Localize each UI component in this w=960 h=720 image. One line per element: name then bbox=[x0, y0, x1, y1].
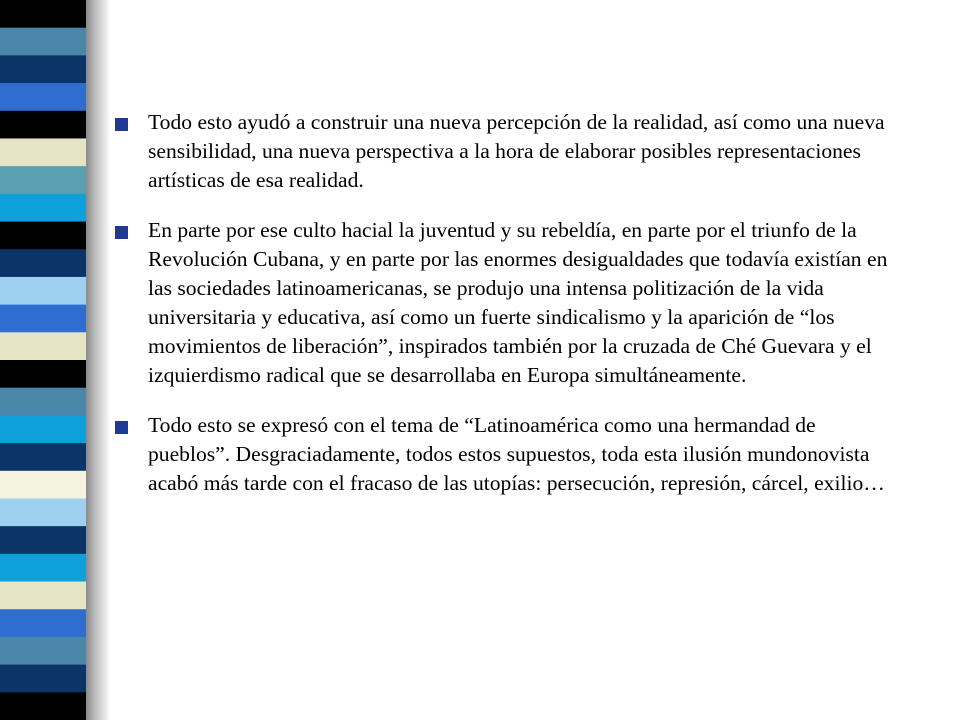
square-bullet-icon bbox=[115, 226, 128, 239]
square-bullet-icon bbox=[115, 421, 128, 434]
stripe-block bbox=[0, 388, 86, 416]
stripe-block bbox=[0, 28, 86, 56]
stripe-block bbox=[0, 692, 86, 720]
bullet-text: En parte por ese culto hacial la juventud y su rebeldía, en parte por el triunfo de la Revolución Cubana, y en parte por las enormes desigualdades que todavía existían en las sociedades latinoamericanas, se produjo una intensa politización de la vida universitaria y educativa, así como un fuerte sindicalismo y la aparición de “los movimientos de liberación”, inspirados también por la cruzada de Ché Guevara y el izquierdismo radical que se desarrollaba en Europa simultáneamente. bbox=[148, 218, 888, 387]
stripe-block bbox=[0, 637, 86, 665]
bullet-item bbox=[115, 216, 895, 390]
stripe-block bbox=[0, 138, 86, 166]
stripe-block bbox=[0, 194, 86, 222]
stripe-block bbox=[0, 0, 86, 28]
stripe-block bbox=[0, 277, 86, 305]
stripe-block bbox=[0, 554, 86, 582]
stripe-block bbox=[0, 166, 86, 194]
bullet-item bbox=[115, 411, 895, 498]
stripe-block bbox=[0, 305, 86, 333]
stripe-block bbox=[0, 222, 86, 250]
stripe-block bbox=[0, 609, 86, 637]
bullet-list bbox=[115, 108, 895, 519]
stripe-block bbox=[0, 83, 86, 111]
stripe-block bbox=[0, 415, 86, 443]
stripe-block bbox=[0, 498, 86, 526]
stripe-block bbox=[0, 471, 86, 499]
stripe-block bbox=[0, 111, 86, 139]
stripe-block bbox=[0, 249, 86, 277]
bullet-text: Todo esto ayudó a construir una nueva percepción de la realidad, así como una nueva sensibilidad, una nueva perspectiva a la hora de elaborar posibles representaciones artísticas de esa realidad. bbox=[148, 110, 885, 192]
stripe-block bbox=[0, 582, 86, 610]
stripe-block bbox=[0, 443, 86, 471]
stripe-block bbox=[0, 665, 86, 693]
bullet-item bbox=[115, 108, 895, 195]
stripe-block bbox=[0, 360, 86, 388]
decorative-stripe bbox=[0, 0, 86, 720]
stripe-block bbox=[0, 55, 86, 83]
stripe-block bbox=[0, 526, 86, 554]
bullet-text: Todo esto se expresó con el tema de “Latinoamérica como una hermandad de pueblos”. Desgraciadamente, todos estos supuestos, toda esta ilusión mundonovista acabó más tarde con el fracaso de las utopías: persecución, represión, cárcel, exilio… bbox=[148, 413, 885, 495]
stripe-shadow bbox=[86, 0, 110, 720]
square-bullet-icon bbox=[115, 118, 128, 131]
stripe-block bbox=[0, 332, 86, 360]
